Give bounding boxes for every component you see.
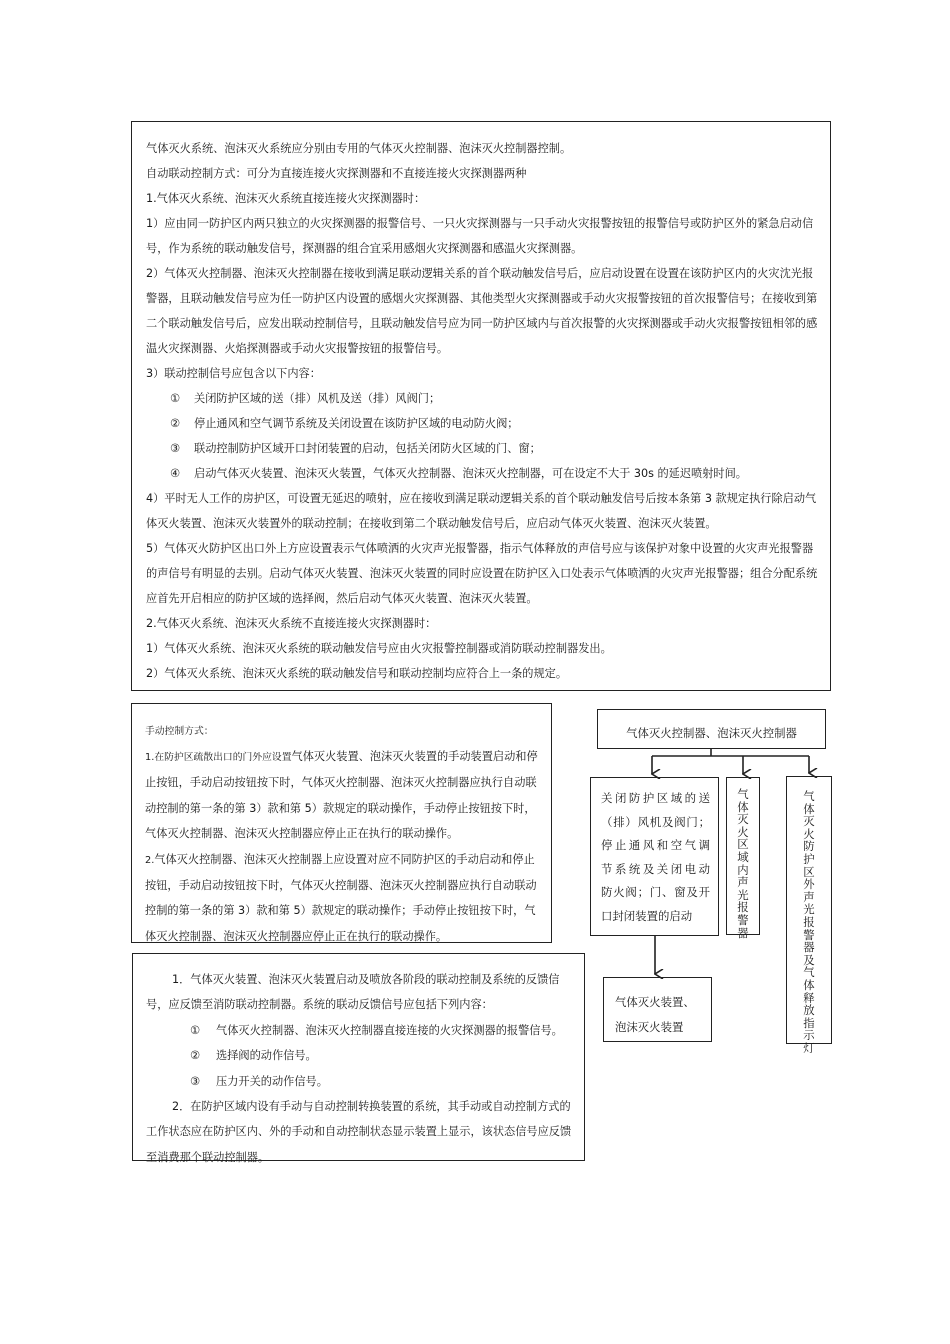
vertical-char: 灭 <box>737 812 749 827</box>
manual-p2-lead: 2. <box>145 854 155 866</box>
vertical-char: 光 <box>737 887 749 902</box>
close-vent-line: 关闭防护区域的送 <box>601 791 710 805</box>
vertical-char: 灯 <box>803 1040 815 1055</box>
manual-paragraph-1 <box>145 744 543 847</box>
vertical-char: 指 <box>803 1015 815 1030</box>
close-vent-box <box>590 777 719 936</box>
vertical-char: 体 <box>803 977 815 992</box>
manual-paragraph-2 <box>145 847 543 950</box>
vertical-char: 气 <box>803 789 815 803</box>
feedback-list-item <box>146 1069 572 1094</box>
extinguish-line: 泡沫灭火装置 <box>615 1020 684 1034</box>
item-text: 选择阀的动作信号。 <box>216 1049 317 1063</box>
vertical-char: 器 <box>737 925 749 940</box>
item-text: 停止通风和空气调节系统及关闭设置在该防护区域的电动防火阀； <box>194 417 519 430</box>
vertical-char: 释 <box>803 990 815 1005</box>
vertical-char: 警 <box>803 927 815 942</box>
vertical-char: 防 <box>803 839 815 854</box>
auto-list-item <box>146 436 820 461</box>
auto-line: 2）气体灭火系统、泡沫灭火系统的联动触发信号和联动控制均应符合上一条的规定。 <box>146 667 568 680</box>
feedback-section <box>132 953 585 1164</box>
inner-alarm-label <box>727 788 759 939</box>
close-vent-line: 口封闭装置的启动 <box>601 908 693 923</box>
vertical-char: 光 <box>803 902 815 917</box>
controller-box <box>597 709 826 749</box>
manual-p1-text: 气体灭火装置、泡沫灭火装置的手动装置启动和停止按钮，手动启动按钮按下时，气体灭火控制器、泡沫灭火控制器应执行自动联动控制的第一条的第 3）款和第 5）款规定的联动操作，手动停止按钮按下时，气体灭火控制器、泡沫灭火控制器应停止正在执行的联动操作。 <box>145 750 538 841</box>
vertical-char: 火 <box>803 826 815 841</box>
vertical-char: 气 <box>803 965 815 980</box>
vertical-char: 体 <box>803 801 815 816</box>
item-text: 关闭防护区域的送（排）风机及送（排）风阀门； <box>194 392 441 405</box>
feedback-paragraph-1: 1．气体灭火装置、泡沫灭火装置启动及喷放各阶段的联动控制及系统的反馈信号，应反馈至消防联动控制器。系统的联动反馈信号应包括下列内容： <box>146 973 560 1012</box>
feedback-list-item <box>146 1018 572 1043</box>
close-vent-line: 防火阀；门、窗及开 <box>601 885 710 900</box>
vertical-char: 内 <box>737 862 749 877</box>
item-number: ① <box>170 392 181 405</box>
vertical-char: 器 <box>803 940 815 955</box>
vertical-char: 区 <box>737 837 749 852</box>
item-number: ④ <box>170 467 181 480</box>
auto-control-section <box>131 121 831 691</box>
auto-line: 3）联动控制信号应包含以下内容： <box>146 367 321 380</box>
vertical-char: 放 <box>803 1003 815 1018</box>
auto-list-item <box>146 461 820 486</box>
vertical-char: 灭 <box>803 814 815 829</box>
controller-label: 气体灭火控制器、泡沫灭火控制器 <box>626 726 797 740</box>
feedback-paragraph-2: 2．在防护区域内设有手动与自动控制转换装置的系统，其手动或自动控制方式的工作状态应在防护区内、外的手动和自动控制状态显示装置上显示，该状态信号应反馈至消费那个联动控制器。 <box>146 1100 572 1164</box>
item-number: ① <box>190 1023 201 1037</box>
manual-title: 手动控制方式： <box>145 726 214 737</box>
vertical-char: 护 <box>803 851 815 866</box>
auto-line: 气体灭火系统、泡沫灭火系统应分别由专用的气体灭火控制器、泡沫灭火控制器控制。 <box>146 142 572 155</box>
auto-list-item <box>146 411 820 436</box>
item-text: 启动气体灭火装置、泡沫灭火装置，气体灭火控制器、泡沫灭火控制器，可在设定不大于 30s 的延迟喷射时间。 <box>194 467 747 480</box>
manual-control-section <box>131 703 552 943</box>
close-vent-line: 停止通风和空气调 <box>601 838 710 853</box>
vertical-char: 体 <box>737 799 749 814</box>
extinguish-line: 气体灭火装置、 <box>615 995 695 1009</box>
vertical-char: 域 <box>737 849 749 864</box>
vertical-char: 火 <box>737 824 749 839</box>
item-number: ② <box>170 417 181 430</box>
item-text: 联动控制防护区域开口封闭装置的启动，包括关闭防火区域的门、窗； <box>194 442 541 455</box>
vertical-char: 报 <box>737 900 749 915</box>
vertical-char: 外 <box>803 877 815 892</box>
vertical-char: 区 <box>803 864 815 879</box>
vertical-char: 警 <box>737 912 749 927</box>
outer-alarm-box <box>786 776 832 1055</box>
extinguish-device-box <box>603 977 712 1042</box>
feedback-list-item <box>146 1043 572 1068</box>
auto-line: 2）气体灭火控制器、泡沫灭火控制器在接收到满足联动逻辑关系的首个联动触发信号后，应启动设置在设置在该防护区内的火灾沈光报警器，且联动触发信号应为任一防护区内设置的感烟火灾探测器、其他类型火灾探测器或手动火灾报警按钮的首次报警信号；在接收到第二个联动触发信号后，应发出联动控制信号，且联动触发信号应为同一防护区域内与首次报警的火灾探测器或手动火灾报警按钮相邻的感温火灾探测器、火焰探测器或手动火灾报警按钮的报警信号。 <box>146 267 818 355</box>
manual-p2-text: 气体灭火控制器、泡沫灭火控制器上应设置对应不同防护区的手动启动和停止按钮，手动启动按钮按下时，气体灭火控制器、泡沫灭火控制器应执行自动联动控制的第一条的第 3）款和第 5）款规定的联动操作；手动停止按钮按下时，气体灭火控制器、泡沫灭火控制器应停止正在执行的联动操作。 <box>145 852 537 943</box>
item-number: ③ <box>170 442 181 455</box>
auto-line: 4）平时无人工作的房护区，可设置无延迟的喷射，应在接收到满足联动逻辑关系的首个联动触发信号后按本条第 3 款规定执行除启动气体灭火装置、泡沫灭火装置外的联动控制；在接收到第二个联动触发信号后，应启动气体灭火装置、泡沫灭火装置。 <box>146 492 817 530</box>
auto-line: 2.气体灭火系统、泡沫灭火系统不直接连接火灾探测器时： <box>146 617 437 630</box>
vertical-char: 气 <box>737 787 749 801</box>
item-number: ③ <box>190 1074 201 1088</box>
item-text: 气体灭火控制器、泡沫灭火控制器直接连接的火灾探测器的报警信号。 <box>216 1023 563 1037</box>
item-number: ② <box>190 1049 201 1063</box>
auto-line: 1.气体灭火系统、泡沫灭火系统直接连接火灾探测器时： <box>146 192 426 205</box>
auto-line: 1）应由同一防护区内两只独立的火灾探测器的报警信号、一只火灾探测器与一只手动火灾报警按钮的报警信号或防护区外的紧急启动信号，作为系统的联动触发信号，探测器的组合宜采用感烟火灾探测器和感温火灾探测器。 <box>146 217 814 255</box>
vertical-char: 示 <box>803 1028 815 1043</box>
close-vent-line: （排）风机及阀门； <box>601 814 710 829</box>
vertical-char: 及 <box>803 952 815 967</box>
auto-list-item <box>146 386 820 411</box>
auto-line: 自动联动控制方式：可分为直接连接火灾探测器和不直接连接火灾探测器两种 <box>146 167 527 180</box>
vertical-char: 报 <box>803 914 815 929</box>
auto-line: 1）气体灭火系统、泡沫灭火系统的联动触发信号应由火灾报警控制器或消防联动控制器发出。 <box>146 642 612 655</box>
vertical-char: 声 <box>803 889 815 904</box>
auto-line: 5）气体灭火防护区出口外上方应设置表示气体喷洒的火灾声光报警器，指示气体释放的声信号应与该保护对象中设置的火灾声光报警器的声信号有明显的去别。启动气体灭火装置、泡沫灭火装置的同时应设置在防护区入口处表示气体喷洒的火灾声光报警器；组合分配系统应首先开启相应的防护区域的选择阀，然后启动气体灭火装置、泡沫灭火装置。 <box>146 542 818 605</box>
item-text: 压力开关的动作信号。 <box>216 1074 328 1088</box>
vertical-char: 声 <box>737 875 749 890</box>
manual-p1-lead: 1.在防护区疏散出口的门外应设置 <box>145 752 292 763</box>
close-vent-line: 节系统及关闭电动 <box>601 861 710 876</box>
outer-alarm-label <box>787 790 831 1054</box>
inner-alarm-box <box>726 777 760 940</box>
